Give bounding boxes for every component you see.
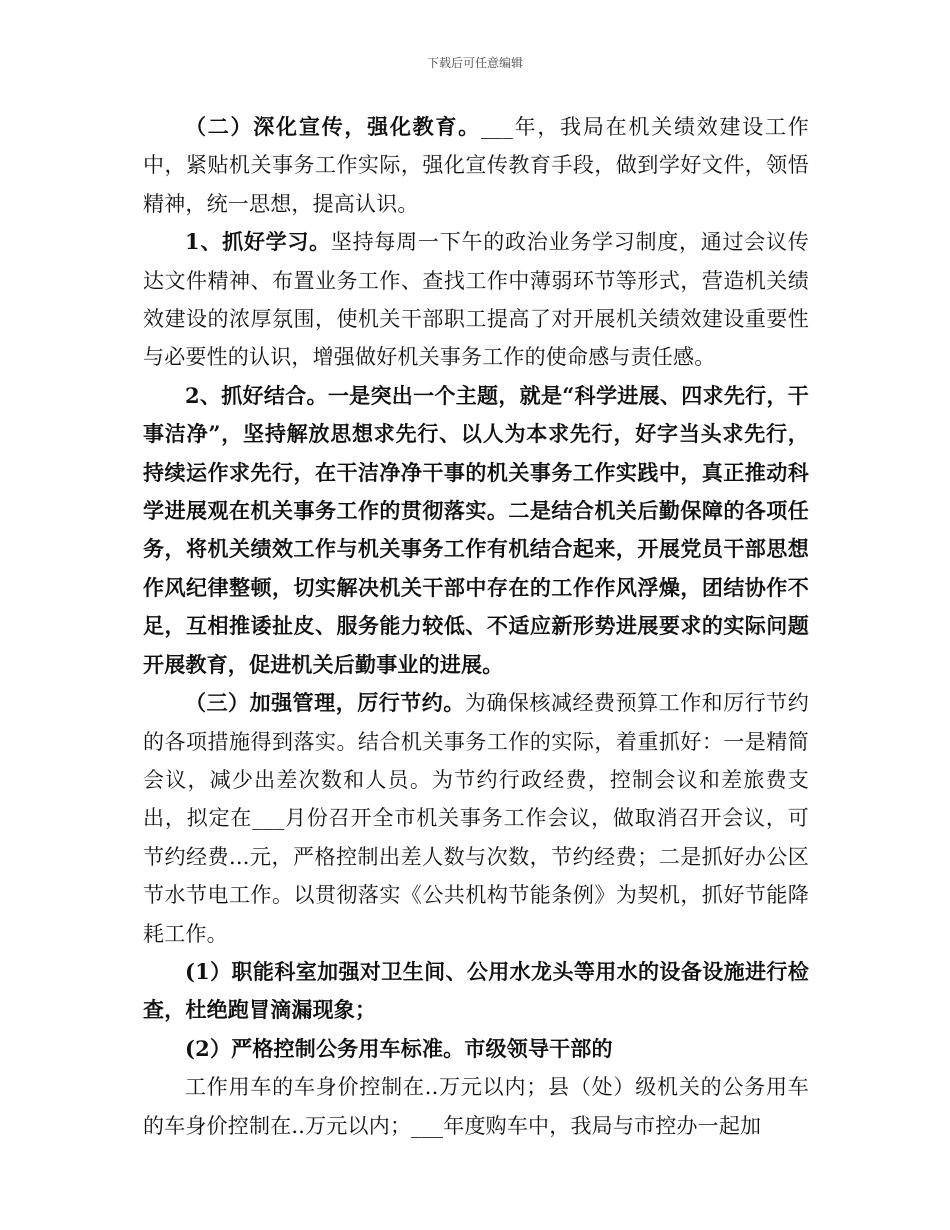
paragraph-management: [143, 684, 809, 953]
paragraph-publicity: [143, 108, 809, 223]
list-item-text: (2）严格控制公务用车标准。市级领导干部的: [185, 1035, 613, 1061]
list-item-text: (1）职能科室加强对卫生间、公用水龙头等用水的设备设施进行检查，杜绝跑冒滴漏现象；: [143, 958, 809, 1023]
document-body: [143, 108, 809, 1145]
page-header: 下载后可任意编辑: [426, 56, 523, 70]
section-heading: （二）深化宣传，强化教育。: [185, 114, 481, 139]
paragraph-text: 坚持每周一下午的政治业务学习制度，通过会议传达文件精神、布置业务工作、查找工作中薄弱环节等形式，营造机关绩效建设的浓厚氛围，使机关干部职工提高了对开展机关绩效建设重要性与必要性的认识，增强做好机关事务工作的使命感与责任感。: [143, 230, 809, 370]
paragraph-combination: [143, 377, 809, 684]
paragraph-item-1: [143, 953, 809, 1030]
paragraph-text: 一是突出一个主题，就是“科学进展、四求先行，干事洁净”，坚持解放思想求先行、以人为本求先行，好字当头求先行，持续运作求先行，在干洁净净干事的机关事务工作实践中，真正推动科学进展观在机关事务工作的贯彻落实。二是结合机关后勤保障的各项任务，将机关绩效工作与机关事务工作有机结合起来，开展党员干部思想作风纪律整顿，切实解决机关干部中存在的工作作风浮燥，团结协作不足，互相推诿扯皮、服务能力较低、不适应新形势进展要求的实际问题开展教育，促进机关后勤事业的进展。: [143, 382, 809, 677]
paragraph-text: 为确保核减经费预算工作和厉行节约的各项措施得到落实。结合机关事务工作的实际，着重抓好：一是精简会议，减少出差次数和人员。为节约行政经费，控制会议和差旅费支出，拟定在___月份召开全市机关事务工作会议，做取消召开会议，可节约经费...元，严格控制出差人数与次数，节约经费；二是抓好办公区节水节电工作。以贯彻落实《公共机构节能条例》为契机，抓好节能降耗工作。: [143, 691, 809, 946]
section-heading: 2、抓好结合。: [185, 382, 328, 408]
paragraph-item-2: [143, 1030, 809, 1068]
paragraph-text: 工作用车的车身价控制在..万元以内；县（处）级机关的公务用车的车身价控制在..万元以内；___年度购车中，我局与市控办一起加: [143, 1075, 809, 1138]
paragraph-text: ___年，我局在机关绩效建设工作中，紧贴机关事务工作实际，强化宣传教育手段，做到学好文件，领悟精神，统一思想，提高认识。: [143, 115, 809, 216]
section-heading: （三）加强管理，厉行节约。: [185, 690, 465, 716]
paragraph-study: [143, 223, 809, 377]
paragraph-vehicle: [143, 1068, 809, 1145]
section-heading: 1、抓好学习。: [185, 229, 331, 255]
